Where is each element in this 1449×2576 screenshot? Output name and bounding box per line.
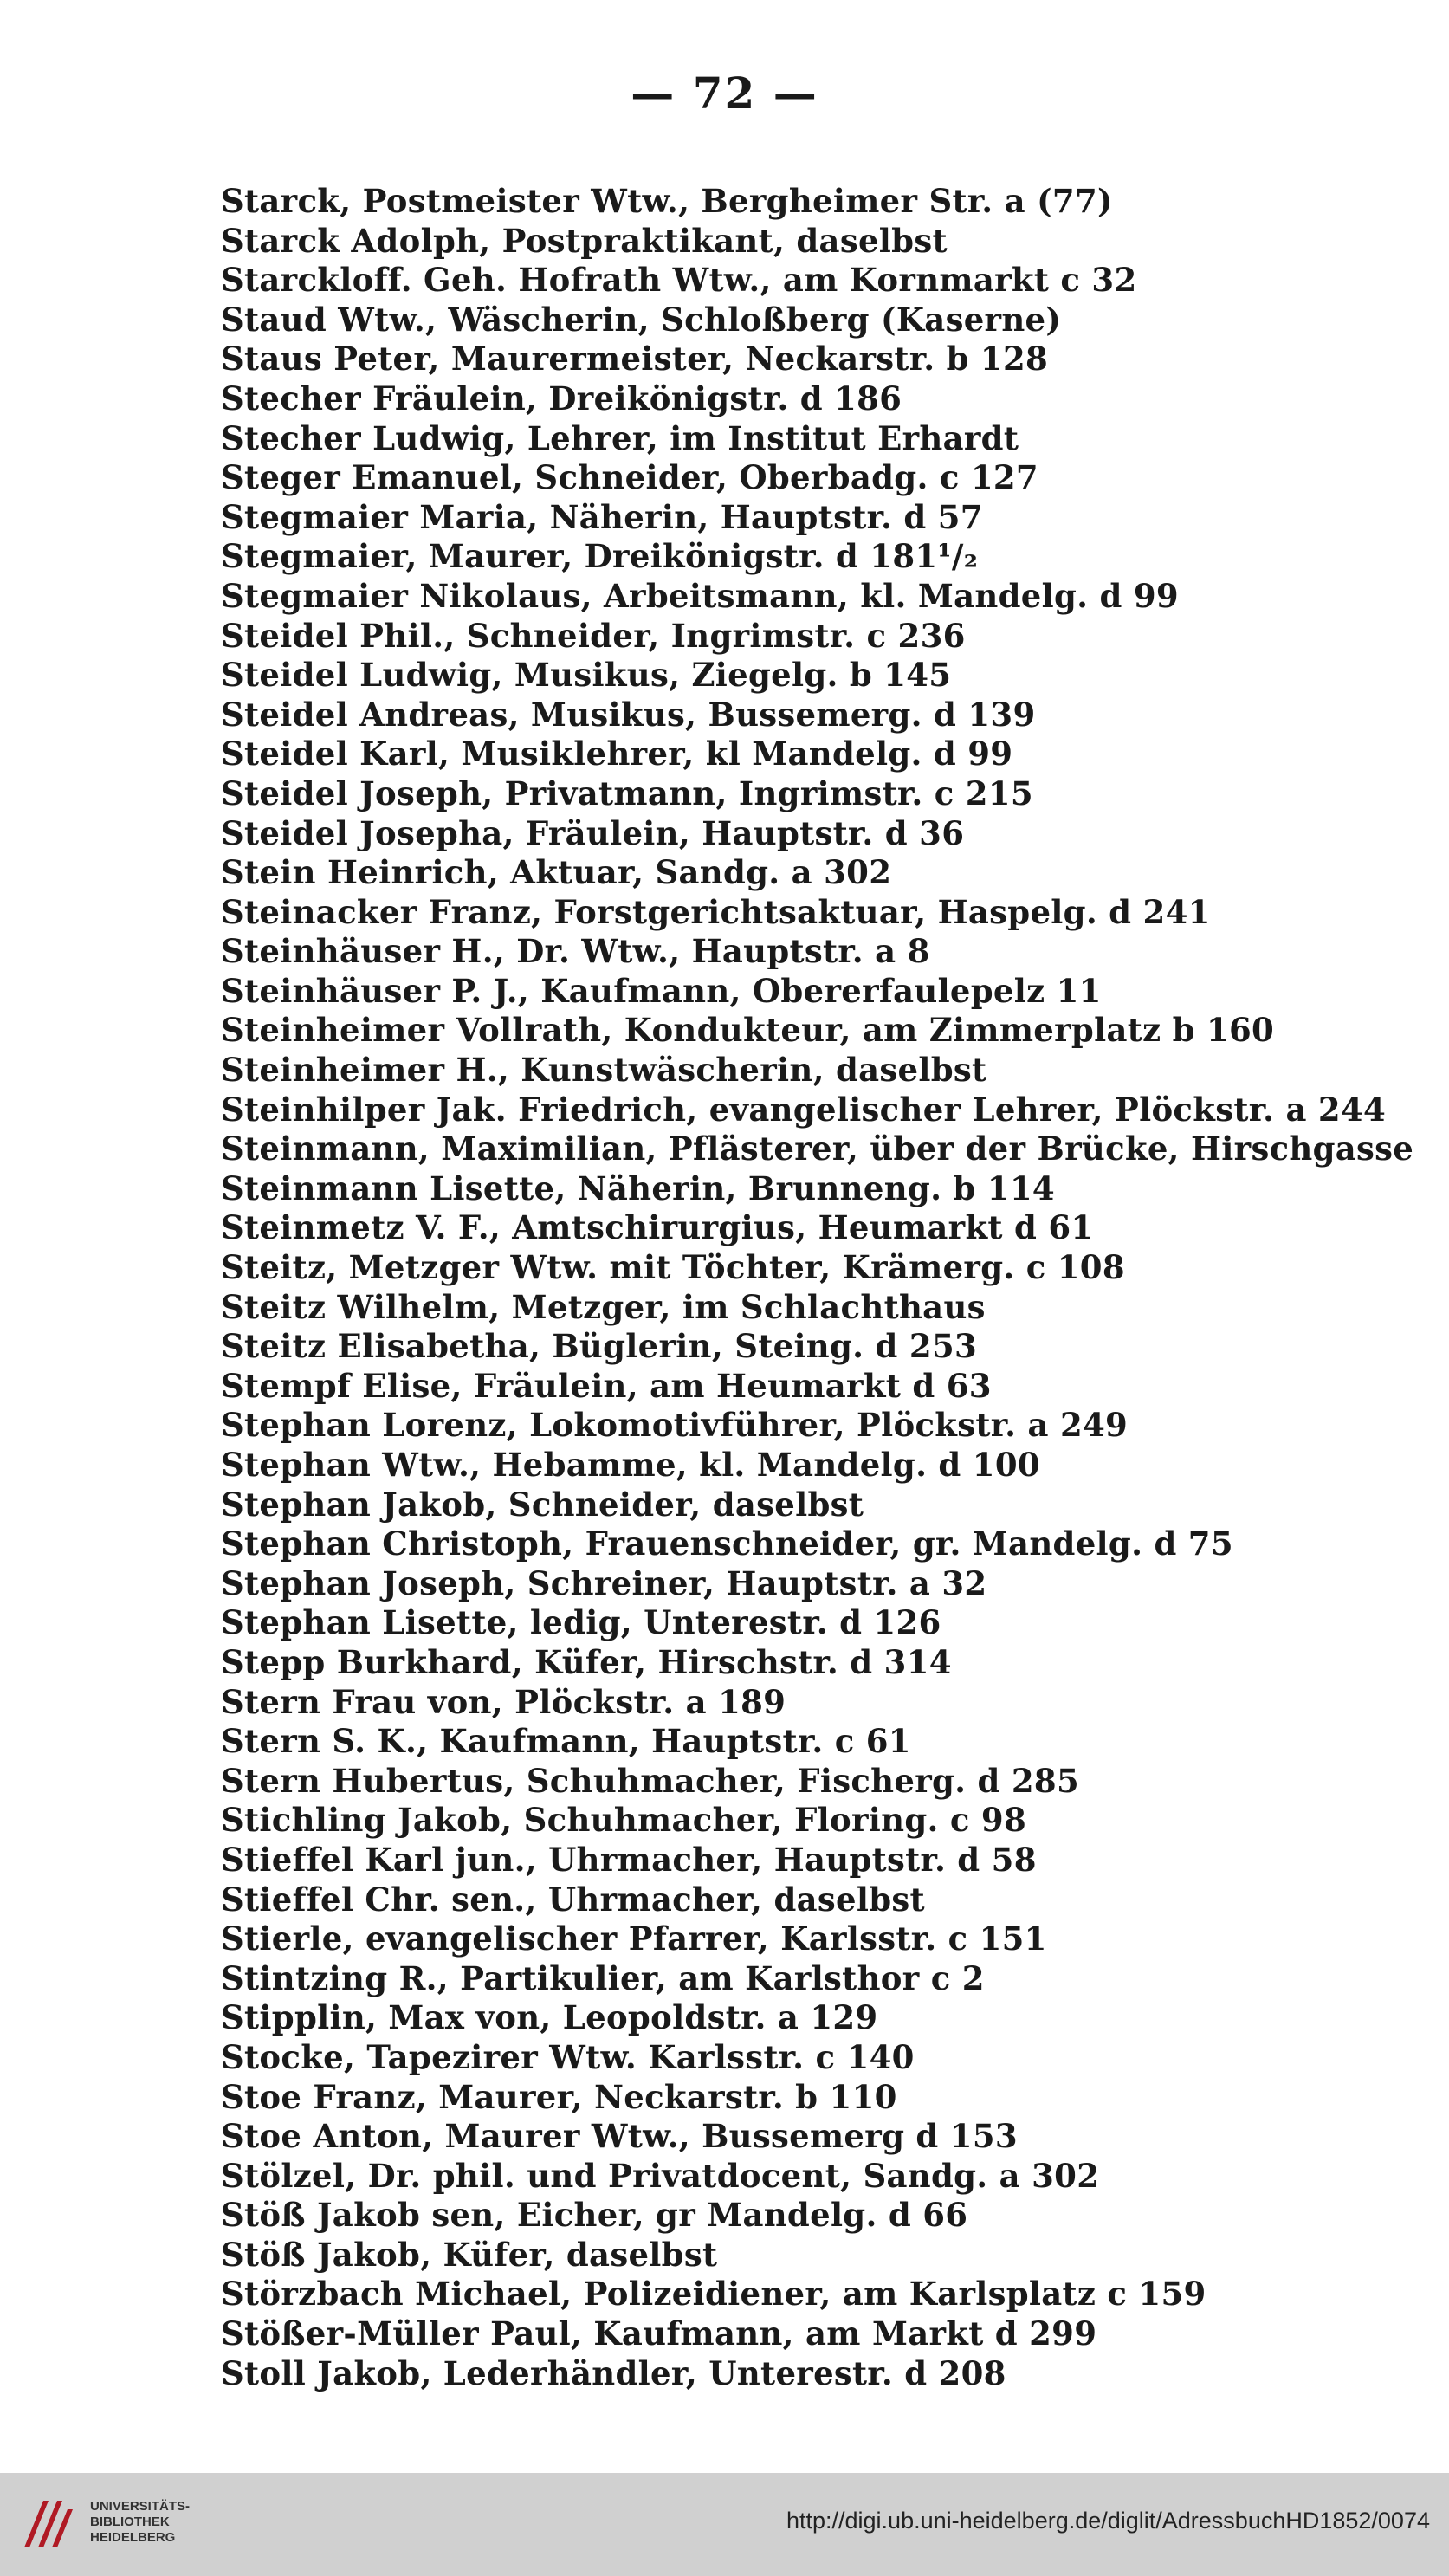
footer-bar [0,2473,1449,2576]
directory-entry: Stephan Wtw., Hebamme, kl. Mandelg. d 100 [221,1446,1040,1484]
directory-entry: Stegmaier Maria, Näherin, Hauptstr. d 57 [221,497,983,536]
directory-entry: Steinmann Lisette, Näherin, Brunneng. b 114 [221,1168,1055,1207]
directory-entry: Steitz Elisabetha, Büglerin, Steing. d 253 [221,1327,978,1366]
directory-entry: Steinmetz V. F., Amtschirurgius, Heumarkt d 61 [221,1208,1094,1247]
directory-entry: Stern S. K., Kaufmann, Hauptstr. c 61 [221,1722,911,1761]
directory-entry: Starckloff. Geh. Hofrath Wtw., am Kornmarkt c 32 [221,261,1137,300]
library-logo[interactable] [17,2489,208,2561]
directory-entry: Steidel Phil., Schneider, Ingrimstr. c 236 [221,616,966,655]
directory-entry: Staud Wtw., Wäscherin, Schloßberg (Kaserne) [221,300,1062,339]
directory-entry: Stierle, evangelischer Pfarrer, Karlsstr. c 151 [221,1919,1047,1958]
directory-entry: Stieffel Chr. sen., Uhrmacher, daselbst [221,1880,925,1919]
directory-entry: Stegmaier, Maurer, Dreikönigstr. d 181¹/₂ [221,537,979,576]
directory-entry: Steinacker Franz, Forstgerichtsaktuar, Haspelg. d 241 [221,892,1211,931]
directory-entries [221,182,1416,2393]
directory-entry: Steinheimer Vollrath, Kondukteur, am Zimmerplatz b 160 [221,1011,1275,1050]
directory-entry: Stöß Jakob, Küfer, daselbst [221,2235,718,2274]
library-logo-icon [17,2494,78,2554]
directory-entry: Stephan Lorenz, Lokomotivführer, Plöckstr. a 249 [221,1406,1129,1445]
directory-entry: Stintzing R., Partikulier, am Karlsthor c 2 [221,1958,985,1997]
directory-entry: Stern Frau von, Plöckstr. a 189 [221,1682,786,1721]
directory-entry: Steidel Josepha, Fräulein, Hauptstr. d 36 [221,813,965,852]
directory-entry: Stöß Jakob sen, Eicher, gr Mandelg. d 66 [221,2196,968,2235]
directory-entry: Stephan Joseph, Schreiner, Hauptstr. a 32 [221,1563,987,1602]
library-logo-text [90,2499,190,2546]
directory-entry: Stipplin, Max von, Leopoldstr. a 129 [221,1998,878,2037]
directory-entry: Starck, Postmeister Wtw., Bergheimer Str. a (77) [221,182,1113,220]
logo-line: UNIVERSITÄTS- [90,2499,191,2514]
directory-entry: Starck Adolph, Postpraktikant, daselbst [221,221,948,260]
directory-entry: Stoe Anton, Maurer Wtw., Bussemerg d 153 [221,2117,1018,2156]
directory-entry: Stocke, Tapezirer Wtw. Karlsstr. c 140 [221,2037,915,2076]
directory-entry: Stepp Burkhard, Küfer, Hirschstr. d 314 [221,1642,952,1681]
logo-line: HEIDELBERG [90,2530,176,2545]
directory-entry: Stephan Jakob, Schneider, daselbst [221,1485,864,1524]
page-number: — 72 — [631,68,818,119]
directory-entry: Stölzel, Dr. phil. und Privatdocent, Sandg. a 302 [221,2156,1100,2195]
directory-entry: Stecher Ludwig, Lehrer, im Institut Erhardt [221,418,1019,457]
directory-entry: Steidel Ludwig, Musikus, Ziegelg. b 145 [221,656,952,695]
directory-entry: Steitz, Metzger Wtw. mit Töchter, Krämerg. c 108 [221,1248,1125,1287]
directory-entry: Stoe Franz, Maurer, Neckarstr. b 110 [221,2077,897,2116]
directory-entry: Stephan Lisette, ledig, Unterestr. d 126 [221,1603,941,1642]
directory-entry: Steinmann, Maximilian, Pflästerer, über der Brücke, Hirschgasse [221,1129,1414,1168]
directory-entry: Stichling Jakob, Schuhmacher, Floring. c 98 [221,1801,1026,1840]
directory-entry: Steger Emanuel, Schneider, Oberbadg. c 127 [221,458,1038,497]
directory-entry: Stephan Christoph, Frauenschneider, gr. Mandelg. d 75 [221,1524,1233,1563]
directory-entry: Stoll Jakob, Lederhändler, Unterestr. d 208 [221,2353,1006,2392]
directory-entry: Steitz Wilhelm, Metzger, im Schlachthaus [221,1287,986,1326]
directory-entry: Steinheimer H., Kunstwäscherin, daselbst [221,1051,987,1090]
directory-entry: Steidel Karl, Musiklehrer, kl Mandelg. d 99 [221,735,1013,773]
directory-entry: Steinhäuser H., Dr. Wtw., Hauptstr. a 8 [221,932,930,971]
directory-entry: Staus Peter, Maurermeister, Neckarstr. b 128 [221,340,1049,379]
directory-entry: Steidel Joseph, Privatmann, Ingrimstr. c 215 [221,773,1033,812]
directory-entry: Stieffel Karl jun., Uhrmacher, Hauptstr. d 58 [221,1840,1037,1879]
directory-entry: Stegmaier Nikolaus, Arbeitsmann, kl. Mandelg. d 99 [221,576,1179,615]
directory-entry: Steinhäuser P. J., Kaufmann, Obererfaulepelz 11 [221,971,1102,1010]
directory-entry: Stößer-Müller Paul, Kaufmann, am Markt d 299 [221,2314,1097,2353]
directory-entry: Stern Hubertus, Schuhmacher, Fischerg. d 285 [221,1761,1080,1800]
logo-line: BIBLIOTHEK [90,2515,170,2529]
directory-entry: Steidel Andreas, Musikus, Bussemerg. d 139 [221,695,1036,734]
directory-entry: Stempf Elise, Fräulein, am Heumarkt d 63 [221,1366,992,1405]
directory-entry: Steinhilper Jak. Friedrich, evangelischer Lehrer, Plöckstr. a 244 [221,1090,1387,1129]
source-url[interactable]: http://digi.ub.uni-heidelberg.de/diglit/AdressbuchHD1852/0074 [786,2508,1430,2534]
directory-entry: Stein Heinrich, Aktuar, Sandg. a 302 [221,853,892,892]
directory-entry: Störzbach Michael, Polizeidiener, am Karlsplatz c 159 [221,2275,1206,2314]
directory-entry: Stecher Fräulein, Dreikönigstr. d 186 [221,379,902,417]
